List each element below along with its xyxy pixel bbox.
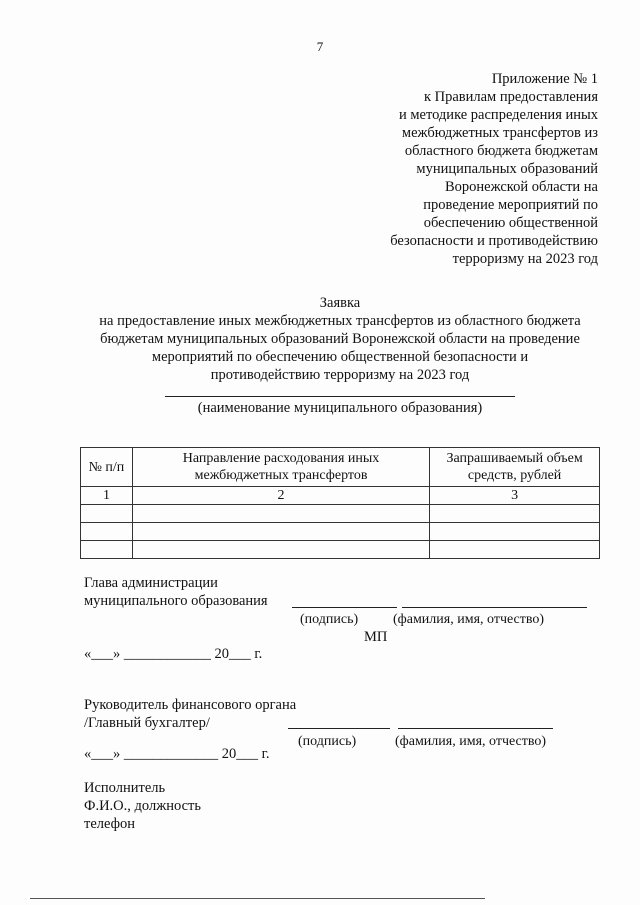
title-line: мероприятий по обеспечению общественной безопасности и	[151, 349, 529, 365]
table-row	[81, 505, 600, 523]
header-direction: Направление расходования иных межбюджетных трансфертов	[132, 448, 429, 487]
appendix-line: и методике распределения иных	[398, 107, 598, 123]
stamp-label: МП	[364, 629, 388, 645]
table-row	[81, 523, 600, 541]
table-cell[interactable]	[430, 523, 600, 541]
municipality-name-line[interactable]	[165, 396, 515, 397]
head-admin-name-caption: (фамилия, имя, отчество)	[393, 612, 545, 627]
executor-label: Исполнитель	[84, 780, 166, 796]
header-number: № п/п	[81, 448, 133, 487]
table-cell[interactable]	[132, 505, 429, 523]
head-admin-label-2: муниципального образования	[84, 593, 268, 609]
head-admin-date[interactable]: «___» ____________ 20___ г.	[84, 646, 263, 662]
title-line: противодействию терроризму на 2023 год	[210, 367, 470, 383]
finance-head-name-line[interactable]	[398, 728, 553, 729]
appendix-line: областного бюджета бюджетам	[404, 143, 598, 159]
finance-head-label-1: Руководитель финансового органа	[84, 697, 297, 713]
document-title	[60, 294, 620, 384]
table-cell[interactable]	[430, 505, 600, 523]
finance-head-label-2: /Главный бухгалтер/	[84, 715, 210, 731]
column-number-3: 3	[430, 487, 600, 505]
finance-head-signature-caption: (подпись)	[298, 734, 357, 749]
page-number: 7	[316, 39, 324, 54]
head-admin-signature-caption: (подпись)	[300, 612, 359, 627]
table-row	[81, 541, 600, 559]
header-amount: Запрашиваемый объем средств, рублей	[430, 448, 600, 487]
appendix-line: Приложение № 1	[491, 71, 598, 87]
appendix-line: безопасности и противодействию	[390, 233, 598, 249]
table-cell[interactable]	[81, 523, 133, 541]
column-number-1: 1	[81, 487, 133, 505]
request-table	[80, 447, 600, 559]
executor-phone: телефон	[84, 816, 136, 832]
finance-head-date[interactable]: «___» _____________ 20___ г.	[84, 746, 270, 762]
table-header-row	[81, 448, 600, 487]
title-heading: Заявка	[319, 295, 361, 311]
column-number-2: 2	[132, 487, 429, 505]
appendix-line: Воронежской области на	[444, 179, 598, 195]
bottom-rule	[30, 898, 485, 899]
appendix-line: межбюджетных трансфертов из	[401, 125, 598, 141]
appendix-line: муниципальных образований	[416, 161, 598, 177]
head-admin-label-1: Глава администрации	[84, 575, 218, 591]
appendix-line: терроризму на 2023 год	[452, 251, 598, 267]
finance-head-name-caption: (фамилия, имя, отчество)	[395, 734, 547, 749]
title-line: на предоставление иных межбюджетных трансфертов из областного бюджета	[99, 313, 581, 329]
municipality-caption: (наименование муниципального образования)	[197, 400, 483, 416]
table-cell[interactable]	[132, 541, 429, 559]
table-cell[interactable]	[430, 541, 600, 559]
head-admin-name-line[interactable]	[402, 607, 587, 608]
table-cell[interactable]	[81, 541, 133, 559]
appendix-line: к Правилам предоставления	[423, 89, 598, 105]
table-cell[interactable]	[81, 505, 133, 523]
table-numbering-row	[81, 487, 600, 505]
executor-name-position: Ф.И.О., должность	[84, 798, 201, 814]
appendix-line: проведение мероприятий по	[423, 197, 598, 213]
appendix-line: обеспечению общественной	[423, 215, 598, 231]
title-line: бюджетам муниципальных образований Воронежской области на проведение	[100, 331, 580, 347]
finance-head-signature-line[interactable]	[288, 728, 390, 729]
appendix-header	[338, 70, 598, 268]
head-admin-signature-line[interactable]	[292, 607, 397, 608]
table-cell[interactable]	[132, 523, 429, 541]
